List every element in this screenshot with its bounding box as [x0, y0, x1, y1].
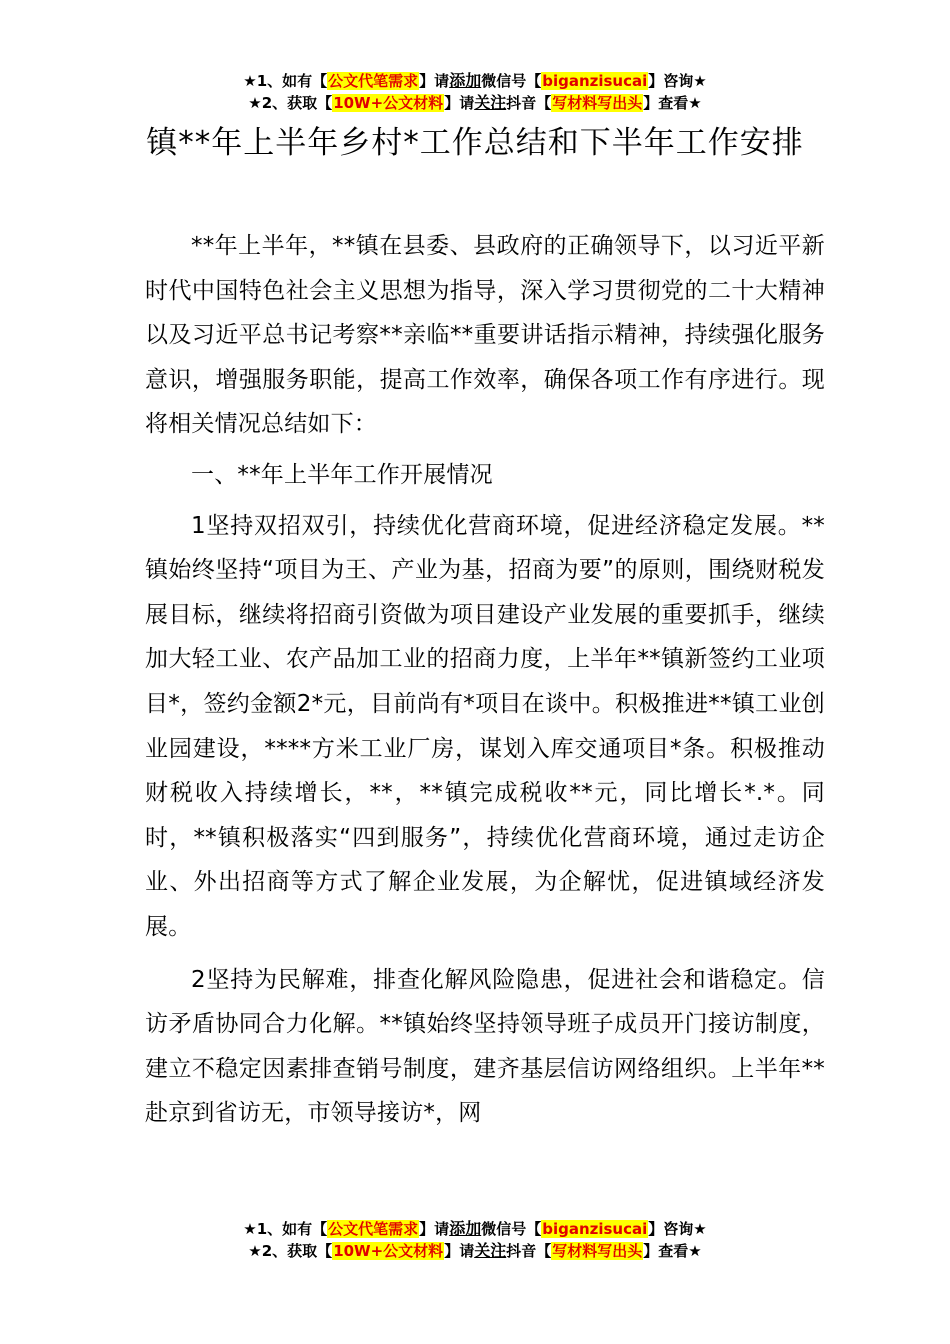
paragraph-intro: **年上半年，**镇在县委、县政府的正确领导下，以习近平新时代中国特色社会主义思想为指导，深入学习贯彻党的二十大精神以及习近平总书记考察**亲临**重要讲话指示精神，持续强化服务意识，增强服务职能，提高工作效率，确保各项工作有序进行。现将相关情况总结如下： [145, 233, 825, 438]
banner-highlight: 10W+公文材料 [333, 94, 444, 112]
banner-text: ★2、获取【 [248, 1242, 333, 1260]
banner-underline: 添加 [449, 71, 482, 90]
banner-text: 】请 [444, 94, 475, 112]
banner-highlight: 公文代笔需求 [328, 1220, 419, 1238]
banner-line-2 [0, 92, 950, 114]
banner-text: 】请 [419, 1220, 450, 1238]
banner-highlight: biganzisucai [542, 72, 648, 90]
banner-text: ★1、如有【 [243, 72, 328, 90]
banner-text: ★2、获取【 [248, 94, 333, 112]
banner-highlight: 10W+公文材料 [333, 1242, 444, 1260]
banner-line-1 [0, 1218, 950, 1240]
banner-underline: 关注 [474, 93, 507, 112]
banner-highlight: biganzisucai [542, 1220, 648, 1238]
banner-text: 】请 [419, 72, 450, 90]
banner-line-2 [0, 1240, 950, 1262]
document-title: 镇**年上半年乡村*工作总结和下半年工作安排 [146, 125, 804, 161]
banner-text: 】咨询★ [648, 1220, 707, 1238]
banner-underline: 关注 [474, 1241, 507, 1260]
footer-banner [0, 1218, 950, 1262]
banner-text: 】查看★ [643, 1242, 702, 1260]
banner-line-1 [0, 70, 950, 92]
banner-text: 】请 [444, 1242, 475, 1260]
banner-text: 微信号【 [481, 72, 542, 90]
paragraph-item-1: 1坚持双招双引，持续优化营商环境，促进经济稳定发展。**镇始终坚持“项目为王、产业为基，招商为要”的原则，围绕财税发展目标，继续将招商引资做为项目建设产业发展的重要抓手，继续加大轻工业、农产品加工业的招商力度，上半年**镇新签约工业项目*，签约金额2*元，目前尚有*项目在谈中。积极推进**镇工业创业园建设，****方米工业厂房，谋划入库交通项目*条。积极推动财税收入持续增长，**，**镇完成税收**元，同比增长*.*。同时，**镇积极落实“四到服务”，持续优化营商环境，通过走访企业、外出招商等方式了解企业发展，为企解忧，促进镇域经济发展。 [145, 512, 825, 940]
banner-text: ★1、如有【 [243, 1220, 328, 1238]
banner-underline: 添加 [449, 1219, 482, 1238]
banner-text: 抖音【 [506, 1242, 552, 1260]
banner-text: 微信号【 [481, 1220, 542, 1238]
banner-highlight: 公文代笔需求 [328, 72, 419, 90]
header-banner [0, 70, 950, 114]
banner-text: 抖音【 [506, 94, 552, 112]
banner-text: 】咨询★ [648, 72, 707, 90]
banner-highlight: 写材料写出头 [552, 94, 643, 112]
banner-highlight: 写材料写出头 [552, 1242, 643, 1260]
paragraph-item-2: 2坚持为民解难，排查化解风险隐患，促进社会和谐稳定。信访矛盾协同合力化解。**镇始终坚持领导班子成员开门接访制度，建立不稳定因素排查销号制度，建齐基层信访网络组织。上半年**赴京到省访无，市领导接访*，网 [145, 966, 825, 1127]
section-heading: 一、**年上半年工作开展情况 [191, 461, 493, 488]
banner-text: 】查看★ [643, 94, 702, 112]
document-body [145, 224, 825, 1136]
